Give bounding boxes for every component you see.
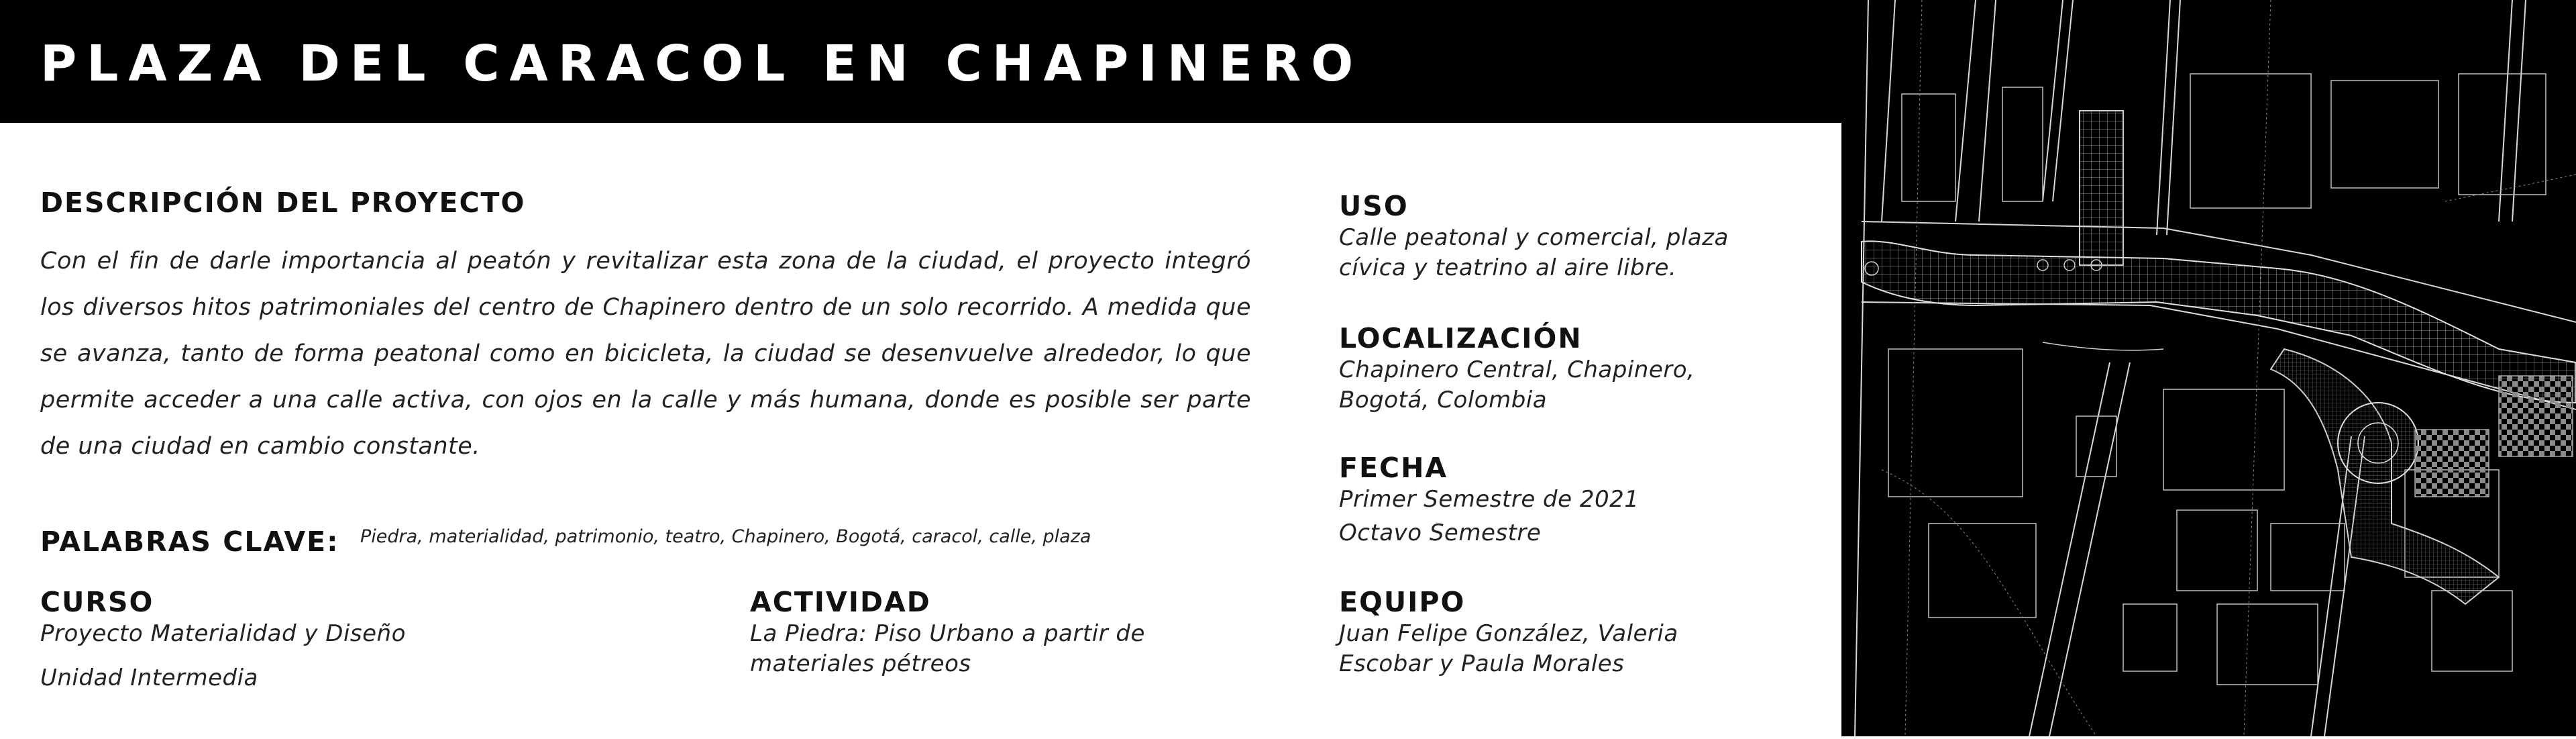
keywords-label: PALABRAS CLAVE: [40, 526, 339, 558]
uso-line-2: cívica y teatrino al aire libre. [1339, 254, 1677, 281]
fecha-line-2: Octavo Semestre [1339, 520, 1542, 546]
uso-line-1: Calle peatonal y comercial, plaza [1339, 224, 1729, 251]
site-plan-drawing [1841, 0, 2576, 736]
actividad-line-1: La Piedra: Piso Urbano a partir de [750, 620, 1145, 647]
curso-line-2: Unidad Intermedia [40, 664, 258, 691]
localizacion-heading: LOCALIZACIÓN [1339, 322, 1582, 354]
site-plan-map [1841, 0, 2576, 736]
fecha-heading: FECHA [1339, 452, 1448, 484]
equipo-line-2: Escobar y Paula Morales [1339, 650, 1625, 677]
equipo-heading: EQUIPO [1339, 586, 1466, 618]
localizacion-line-2: Bogotá, Colombia [1339, 387, 1548, 413]
keywords-text: Piedra, materialidad, patrimonio, teatro, Chapinero, Bogotá, caracol, calle, plaza [360, 526, 1091, 547]
page-title: PLAZA DEL CARACOL EN CHAPINERO [40, 35, 1364, 93]
description-body: Con el fin de darle importancia al peatón y revitalizar esta zona de la ciudad, el proyecto integró los diversos hitos patrimoniales del centro de Chapinero dentro de un solo recorrido. A medida que se avanza, tanto de forma peatonal como en bicicleta, la ciudad se desenvuelve alrededor, lo que permite acceder a una calle activa, con ojos en la calle y más humana, donde es posible ser parte de una ciudad en cambio constante. [40, 248, 1251, 460]
fecha-line-1: Primer Semestre de 2021 [1339, 486, 1640, 513]
equipo-line-1: Juan Felipe González, Valeria [1339, 620, 1678, 647]
localizacion-line-1: Chapinero Central, Chapinero, [1339, 356, 1695, 383]
title-banner [0, 0, 1841, 123]
curso-line-1: Proyecto Materialidad y Diseño [40, 620, 406, 647]
actividad-heading: ACTIVIDAD [750, 586, 931, 618]
uso-heading: USO [1339, 190, 1409, 222]
actividad-line-2: materiales pétreos [750, 650, 971, 677]
curso-heading: CURSO [40, 586, 154, 618]
description-heading: DESCRIPCIÓN DEL PROYECTO [40, 187, 526, 219]
